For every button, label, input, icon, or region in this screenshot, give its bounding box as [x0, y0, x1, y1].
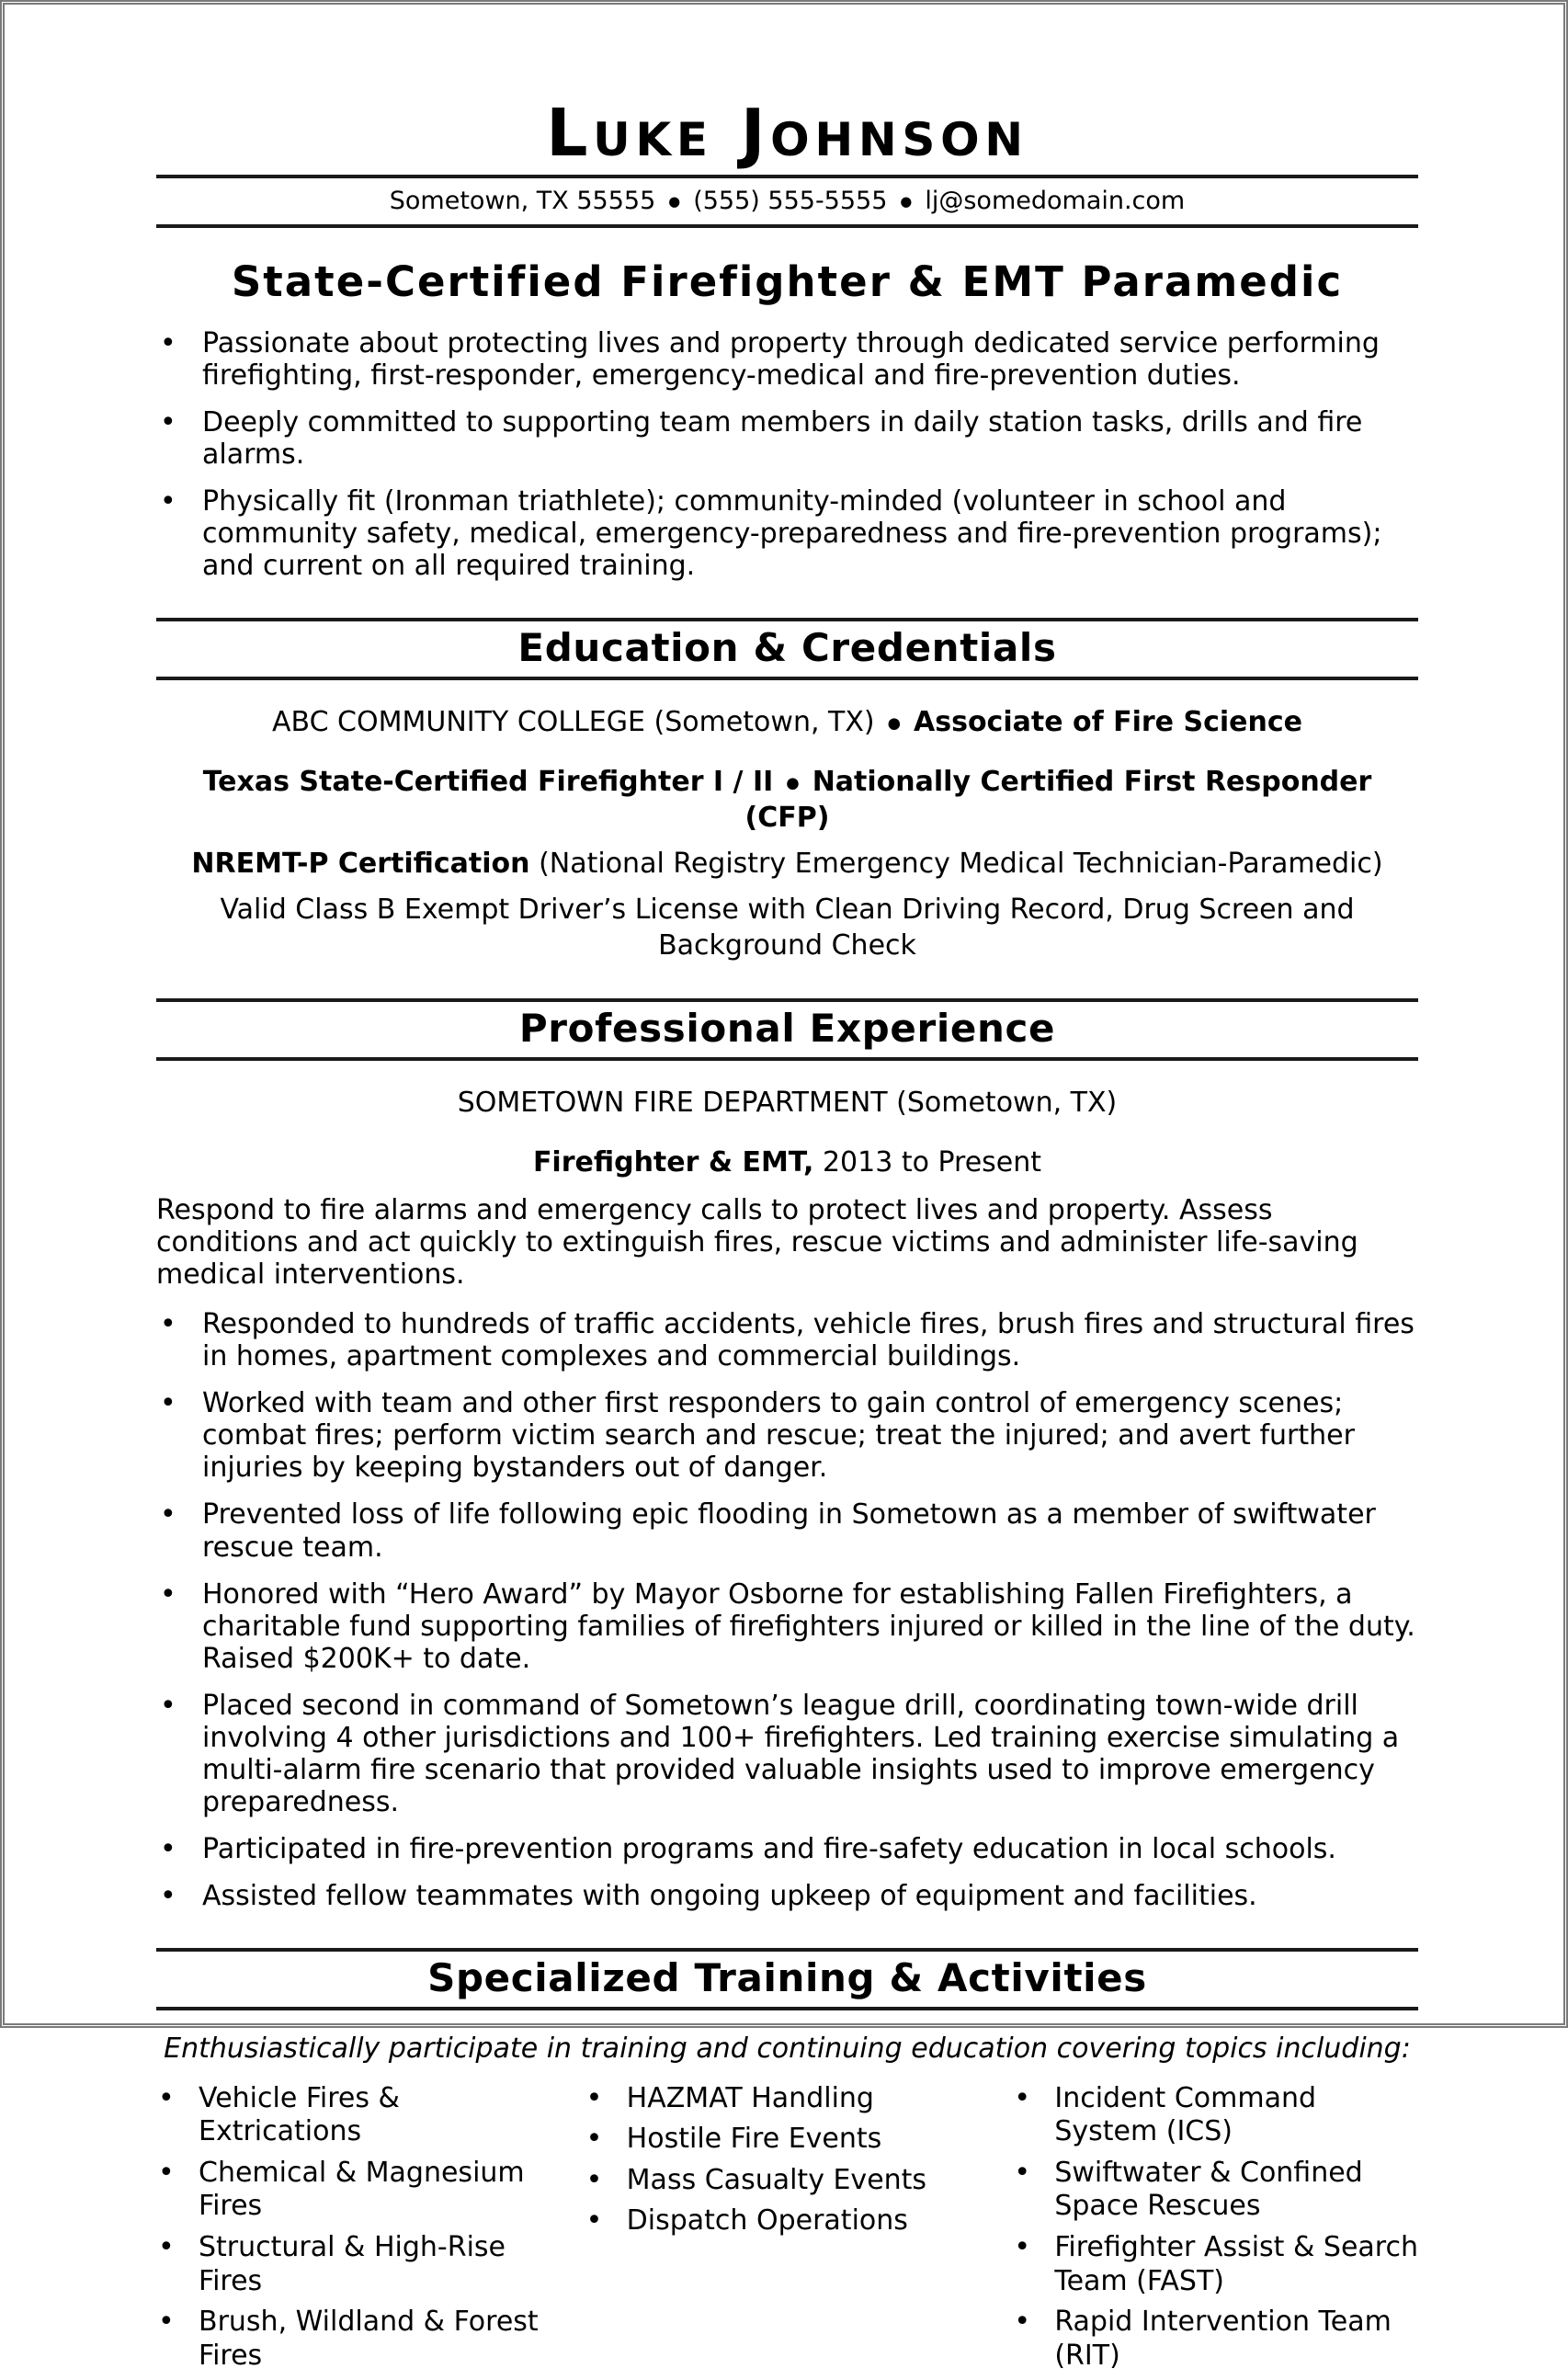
job-title-line: [156, 1144, 1418, 1180]
certification-line-firefighter: [156, 764, 1418, 836]
section-experience: [156, 998, 1418, 1913]
experience-heading-block: [156, 998, 1418, 1061]
summary-list: [156, 327, 1418, 583]
cert-nremt-detail: (National Registry Emergency Medical Technician-Paramedic): [539, 847, 1383, 880]
training-column-3: [1012, 2082, 1418, 2380]
cert-firefighter: Texas State-Certified Firefighter I / II: [202, 765, 774, 798]
training-item: • Chemical & Magnesium Fires: [156, 2157, 562, 2224]
separator-dot: ●: [786, 773, 800, 791]
education-heading-block: [156, 618, 1418, 680]
training-item: • Firefighter Assist & Search Team (FAST): [1012, 2231, 1418, 2298]
training-list: [1012, 2082, 1418, 2374]
section-training: [156, 1948, 1418, 2380]
contact-email: lj@somedomain.com: [925, 187, 1186, 215]
training-section-title: Specialized Training & Activities: [427, 1954, 1147, 2000]
training-intro: Enthusiastically participate in training and continuing education covering topics including:: [164, 2032, 1411, 2065]
education-section-title: Education & Credentials: [517, 624, 1057, 670]
experience-item: • Placed second in command of Sometown’s league drill, coordinating town-wide drill involving 4 other jurisdictions and 100+ firefighters. Led training exercise simulating a multi-alarm fire scenario that provided valuable insights used to improve emergency preparedness.: [156, 1690, 1418, 1818]
training-item: • Incident Command System (ICS): [1012, 2082, 1418, 2149]
training-heading-block: [156, 1948, 1418, 2010]
training-item: • Mass Casualty Events: [585, 2164, 991, 2198]
training-item: • Structural & High-Rise Fires: [156, 2231, 562, 2298]
summary-item: • Deeply committed to supporting team members in daily station tasks, drills and fire alarms.: [156, 406, 1418, 471]
experience-item: • Honored with “Hero Award” by Mayor Osborne for establishing Fallen Firefighters, a charitable fund supporting families of firefighters injured or killed in the line of the duty. Raised $200K+ to date.: [156, 1578, 1418, 1675]
education-college-line: [156, 704, 1418, 740]
training-item: • Brush, Wildland & Forest Fires: [156, 2306, 562, 2373]
training-columns: [156, 2082, 1418, 2380]
training-list: [156, 2082, 562, 2374]
headline: State-Certified Firefighter & EMT Paramedic: [231, 257, 1344, 307]
contact-separator-dot: ●: [668, 193, 681, 211]
header-rule-top: [156, 175, 1418, 178]
header-rule-bottom: [156, 224, 1418, 228]
section-rule: [156, 618, 1418, 621]
separator-dot: ●: [887, 713, 902, 732]
job-dates: 2013 to Present: [822, 1145, 1042, 1179]
section-rule: [156, 677, 1418, 680]
section-rule: [156, 2007, 1418, 2010]
experience-item: • Responded to hundreds of traffic accidents, vehicle fires, brush fires and structural fires in homes, apartment complexes and commercial buildings.: [156, 1308, 1418, 1372]
cert-nremt: NREMT-P Certification: [191, 847, 530, 880]
training-item: • Hostile Fire Events: [585, 2123, 991, 2157]
training-item: • Swiftwater & Confined Space Rescues: [1012, 2157, 1418, 2224]
contact-line: [156, 187, 1418, 216]
job-title: Firefighter & EMT,: [532, 1145, 814, 1179]
training-column-2: [585, 2082, 991, 2380]
training-column-1: [156, 2082, 562, 2380]
summary-item: • Physically fit (Ironman triathlete); community-minded (volunteer in school and community safety, medical, emergency-preparedness and fire-prevention programs); and current on all required training.: [156, 485, 1418, 582]
resume-header: [156, 95, 1418, 228]
contact-location: Sometown, TX 55555: [389, 187, 656, 215]
section-rule: [156, 1057, 1418, 1061]
contact-phone: (555) 555-5555: [693, 187, 888, 215]
job-summary: Respond to fire alarms and emergency calls to protect lives and property. Assess conditions and act quickly to extinguish fires, rescue victims and administer life-saving medical interventions.: [156, 1193, 1358, 1291]
training-item: • Rapid Intervention Team (RIT): [1012, 2306, 1418, 2373]
candidate-name: Luke Johnson: [546, 95, 1028, 171]
training-item: • Dispatch Operations: [585, 2204, 991, 2238]
experience-item: • Participated in fire-prevention programs and fire-safety education in local schools.: [156, 1833, 1418, 1865]
employer-line: SOMETOWN FIRE DEPARTMENT (Sometown, TX): [457, 1086, 1118, 1119]
training-list: [585, 2082, 991, 2238]
experience-section-title: Professional Experience: [518, 1005, 1056, 1051]
cert-first-responder: Nationally Certified First Responder (CFP): [744, 765, 1372, 834]
contact-separator-dot: ●: [900, 193, 913, 211]
college-name: ABC COMMUNITY COLLEGE (Sometown, TX): [272, 705, 875, 738]
experience-item: • Worked with team and other first responders to gain control of emergency scenes; combat fires; perform victim search and rescue; treat the injured; and avert further injuries by keeping bystanders out of danger.: [156, 1387, 1418, 1484]
experience-item: • Prevented loss of life following epic flooding in Sometown as a member of swiftwater rescue team.: [156, 1498, 1418, 1563]
section-rule: [156, 998, 1418, 1002]
training-item: • Vehicle Fires & Extrications: [156, 2082, 562, 2149]
certification-line-nremt: [156, 846, 1418, 882]
license-line: Valid Class B Exempt Driver’s License with Clean Driving Record, Drug Screen and Background Check: [220, 893, 1355, 962]
summary-item: • Passionate about protecting lives and property through dedicated service performing firefighting, first-responder, emergency-medical and fire-prevention duties.: [156, 327, 1418, 392]
degree-name: Associate of Fire Science: [914, 705, 1302, 738]
section-education: [156, 618, 1418, 963]
experience-item: • Assisted fellow teammates with ongoing upkeep of equipment and facilities.: [156, 1880, 1418, 1912]
experience-list: [156, 1308, 1418, 1913]
training-item: • HAZMAT Handling: [585, 2082, 991, 2116]
section-rule: [156, 1948, 1418, 1952]
